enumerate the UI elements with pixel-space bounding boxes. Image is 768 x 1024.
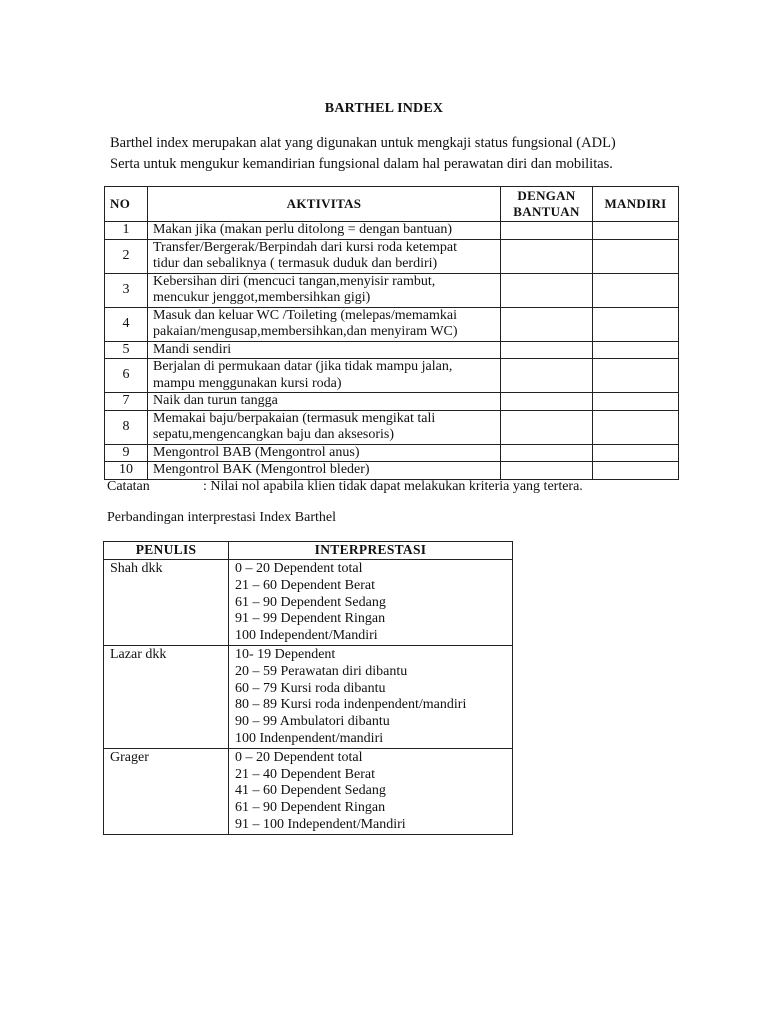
dengan-bantuan-cell	[501, 410, 593, 444]
mandiri-cell	[593, 273, 679, 307]
dengan-bantuan-cell	[501, 393, 593, 411]
activity-row	[105, 444, 679, 462]
activity-description	[148, 341, 501, 359]
interpretation-row	[104, 560, 513, 646]
dengan-bantuan-cell	[501, 222, 593, 240]
mandiri-cell	[593, 307, 679, 341]
activity-no: 3	[105, 273, 148, 307]
interprestasi-cell	[229, 560, 513, 646]
interprestasi-cell	[229, 645, 513, 748]
activity-description	[148, 462, 501, 480]
activity-line: pakaian/mengusap,membersihkan,dan menyiram WC)	[153, 324, 458, 339]
mandiri-cell	[593, 444, 679, 462]
mandiri-cell	[593, 410, 679, 444]
dengan-bantuan-cell	[501, 273, 593, 307]
interprestasi-cell	[229, 748, 513, 834]
activity-table	[104, 186, 679, 480]
interprestasi-line: 100 Independent/Mandiri	[235, 628, 378, 644]
activity-row	[105, 341, 679, 359]
header-interprestasi: INTERPRESTASI	[229, 542, 513, 560]
interprestasi-line: 80 – 89 Kursi roda indenpendent/mandiri	[235, 697, 467, 713]
penulis-cell: Shah dkk	[104, 560, 229, 646]
activity-row	[105, 359, 679, 393]
activity-line: mencukur jenggot,membersihkan gigi)	[153, 290, 371, 305]
dengan-bantuan-cell	[501, 307, 593, 341]
activity-line: Mandi sendiri	[153, 341, 232, 357]
activity-no: 1	[105, 222, 148, 240]
activity-description	[148, 393, 501, 411]
activity-line: Mengontrol BAK (Mengontrol bleder)	[153, 462, 370, 477]
intro-paragraph	[110, 133, 616, 175]
interprestasi-line: 91 – 99 Dependent Ringan	[235, 611, 386, 627]
activity-row	[105, 273, 679, 307]
interprestasi-line: 0 – 20 Dependent total	[235, 749, 363, 765]
activity-description	[148, 273, 501, 307]
activity-no: 7	[105, 393, 148, 411]
interprestasi-line: 41 – 60 Dependent Sedang	[235, 783, 386, 799]
header-dengan-bantuan	[501, 187, 593, 222]
activity-no: 4	[105, 307, 148, 341]
interprestasi-line: 100 Indenpendent/mandiri	[235, 730, 384, 746]
mandiri-cell	[593, 341, 679, 359]
mandiri-cell	[593, 462, 679, 480]
activity-description	[148, 239, 501, 273]
header-penulis: PENULIS	[104, 542, 229, 560]
header-dengan-line1: DENGAN	[517, 187, 576, 203]
activity-no: 5	[105, 341, 148, 359]
activity-row	[105, 462, 679, 480]
activity-line: Masuk dan keluar WC /Toileting (melepas/memamkai	[153, 307, 457, 323]
note-text: : Nilai nol apabila klien tidak dapat melakukan kriteria yang tertera.	[203, 479, 583, 494]
interprestasi-line: 91 – 100 Independent/Mandiri	[235, 816, 406, 832]
activity-line: Transfer/Bergerak/Berpindah dari kursi roda ketempat	[153, 239, 458, 255]
mandiri-cell	[593, 393, 679, 411]
activity-line: Naik dan turun tangga	[153, 393, 278, 408]
activity-line: mampu menggunakan kursi roda)	[153, 375, 342, 391]
activity-line: Memakai baju/berpakaian (termasuk mengikat tali	[153, 410, 436, 426]
activity-row	[105, 239, 679, 273]
activity-line: Makan jika (makan perlu ditolong = dengan bantuan)	[153, 222, 453, 237]
mandiri-cell	[593, 239, 679, 273]
activity-line: tidur dan sebaliknya ( termasuk duduk dan berdiri)	[153, 256, 438, 271]
mandiri-cell	[593, 222, 679, 240]
interpretation-row	[104, 645, 513, 748]
activity-line: Berjalan di permukaan datar (jika tidak mampu jalan,	[153, 359, 453, 374]
interpretation-table	[103, 541, 513, 835]
dengan-bantuan-cell	[501, 444, 593, 462]
activity-row	[105, 307, 679, 341]
activity-line: Kebersihan diri (mencuci tangan,menyisir rambut,	[153, 273, 436, 289]
activity-description	[148, 359, 501, 393]
note	[107, 479, 583, 495]
interprestasi-line: 61 – 90 Dependent Sedang	[235, 594, 386, 610]
interprestasi-line: 0 – 20 Dependent total	[235, 561, 363, 576]
activity-table-body	[105, 222, 679, 480]
intro-line: Serta untuk mengukur kemandirian fungsional dalam hal perawatan diri dan mobilitas.	[110, 156, 613, 172]
activity-no: 9	[105, 444, 148, 462]
interprestasi-line: 61 – 90 Dependent Ringan	[235, 800, 386, 816]
header-dengan-line2: BANTUAN	[513, 204, 580, 219]
intro-line: Barthel index merupakan alat yang digunakan untuk mengkaji status fungsional (ADL)	[110, 135, 616, 151]
activity-description	[148, 444, 501, 462]
header-aktivitas: AKTIVITAS	[148, 187, 501, 222]
activity-row	[105, 222, 679, 240]
dengan-bantuan-cell	[501, 239, 593, 273]
activity-no: 6	[105, 359, 148, 393]
dengan-bantuan-cell	[501, 462, 593, 480]
activity-table-header	[105, 187, 679, 222]
note-label: Catatan	[107, 479, 150, 494]
interprestasi-line: 60 – 79 Kursi roda dibantu	[235, 680, 386, 696]
interpretation-table-header	[104, 542, 513, 560]
activity-description	[148, 307, 501, 341]
activity-no: 10	[105, 462, 148, 480]
penulis-cell: Lazar dkk	[104, 645, 229, 748]
header-mandiri: MANDIRI	[593, 187, 679, 222]
interprestasi-line: 21 – 60 Dependent Berat	[235, 577, 375, 593]
document-title: BARTHEL INDEX	[324, 101, 444, 116]
activity-line: Mengontrol BAB (Mengontrol anus)	[153, 444, 360, 460]
activity-row	[105, 393, 679, 411]
mandiri-cell	[593, 359, 679, 393]
activity-line: sepatu,mengencangkan baju dan aksesoris)	[153, 427, 395, 442]
penulis-cell: Grager	[104, 748, 229, 834]
dengan-bantuan-cell	[501, 341, 593, 359]
interprestasi-line: 10- 19 Dependent	[235, 646, 336, 662]
activity-description	[148, 222, 501, 240]
interprestasi-line: 90 – 99 Ambulatori dibantu	[235, 714, 390, 730]
activity-row	[105, 410, 679, 444]
interprestasi-line: 21 – 40 Dependent Berat	[235, 766, 375, 782]
dengan-bantuan-cell	[501, 359, 593, 393]
comparison-title: Perbandingan interprestasi Index Barthel	[107, 510, 336, 525]
activity-no: 8	[105, 410, 148, 444]
interpretation-table-body	[104, 560, 513, 835]
activity-description	[148, 410, 501, 444]
header-no: NO	[105, 187, 148, 222]
interpretation-row	[104, 748, 513, 834]
interprestasi-line: 20 – 59 Perawatan diri dibantu	[235, 663, 408, 679]
activity-no: 2	[105, 239, 148, 273]
